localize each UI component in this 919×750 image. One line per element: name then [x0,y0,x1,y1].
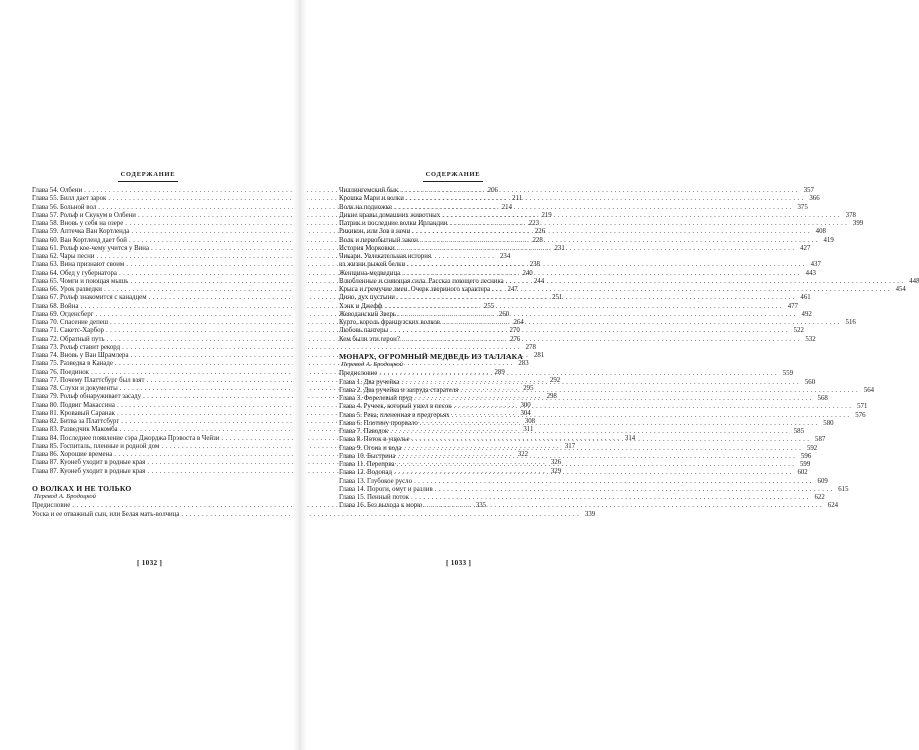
toc-entry-page: 335 [475,502,487,510]
dot-leader [414,395,812,403]
toc-entry-title: Глава 63. Вина признают своим [32,261,125,269]
toc-entry-page: 260 [498,310,510,318]
dot-leader [420,237,818,245]
dot-leader [435,486,833,494]
toc-entry[interactable] [339,211,856,220]
toc-entry[interactable] [339,319,856,327]
toc-entry-page: 609 [817,477,828,485]
toc-entry-title: Глава 62. Чары песни [32,253,95,260]
toc-entry-page: 278 [525,343,536,351]
toc-entry-page: 255 [483,302,495,310]
toc-entry-page: 314 [624,434,636,442]
toc-entry-page: 339 [584,510,596,518]
dot-leader [394,469,792,477]
toc-entry[interactable] [339,335,816,344]
toc-entry-page: 585 [793,428,805,435]
toc-entry-page: 276 [510,335,521,343]
toc-entry-page: 492 [801,310,812,318]
toc-entry-title: Глава 56. Больной вол [32,203,97,211]
toc-entry-title: Глава 6. Плотину прорвало [339,419,418,427]
toc-entry-page: 461 [800,294,811,302]
section-title: МОНАРХ, ОГРОМНЫЙ МЕДВЕДЬ ИЗ ТАЛЛАКА [339,351,524,361]
toc-entry-title: Глава 80. Подвиг Макассина [32,401,115,409]
toc-entry[interactable] [339,428,805,436]
toc-entry-title: Глава 5. Река, плененная в предгорьях [339,411,450,419]
toc-entry[interactable] [339,195,820,203]
dot-leader [412,436,810,444]
toc-entry-page: 419 [823,236,834,244]
toc-entry-title: Дино, дух пустыни [339,294,395,302]
toc-entry[interactable] [339,370,794,378]
toc-entry-title: Глава 87. Куонеб уходит в родные края [32,467,146,475]
toc-entry-page: 366 [809,195,820,203]
toc-entry-page: 357 [803,187,814,194]
toc-entry-title: Рикикон, или Зов в ночи [339,228,411,236]
toc-entry-title: Глава 11. Перепрва [339,461,395,468]
toc-entry-title: Глава 8. Поток в ущелье [339,436,410,444]
toc-entry-page: 615 [838,485,849,493]
toc-entry [339,261,821,269]
toc-entry[interactable] [339,294,811,302]
toc-entry-page: 311 [523,426,534,434]
toc-entry-title: Влюбленные и сияющая сила. Рассказ поющего лесника [339,277,504,285]
header-text: СОДЕРЖАНИЕ [425,171,481,178]
toc-entry-page: 322 [517,451,529,458]
toc-entry-title: Глава 85. Госпиталь, пленные и родной дом [32,442,160,450]
toc-entry-title: Глава 71. Сакетс-Харбор [32,327,104,335]
toc-entry-page: 226 [534,228,546,236]
toc-entry-title: Волк и первобытный закон [339,236,418,244]
toc-entry-title: Глава 73. Рольф ставит рекорд [32,343,121,351]
toc-entry-page: 560 [804,378,816,386]
dot-leader [452,409,850,420]
header-rule [423,181,483,182]
toc-entry-title: Глава 58. Вновь у себя на озере [32,220,124,227]
toc-entry-title: Крошка Мари и волки [339,195,404,203]
toc-entry-title: Предисловие [32,502,71,510]
toc-entry[interactable] [339,409,866,420]
toc-entry-page: 317 [564,442,576,450]
toc-entry-title: Глава 7. Паводок [339,428,389,435]
toc-entry-title: Дикие нравы домашних животных [339,211,441,219]
toc-entry-title: Глава 68. Война [32,302,79,310]
toc-entry-page: 375 [797,203,808,211]
dot-leader [492,286,890,294]
dot-leader [390,428,788,436]
toc-entry-title: Глава 75. Разведка в Канаде [32,360,113,368]
dot-leader [460,387,858,395]
toc-entry-title: Глава 55. Билл дает зарок [32,195,107,203]
toc-entry-page: 564 [863,386,875,394]
toc-entry-page: 599 [800,461,811,468]
toc-entry-page: 437 [810,261,821,269]
toc-entry[interactable] [339,203,808,212]
toc-entry[interactable] [339,244,811,253]
toc-entry[interactable] [339,310,812,319]
toc-entry-page: 244 [533,277,545,285]
toc-entry-title: Глава 60. Ван Кортленд дает бой [32,236,127,244]
toc-entry-page: 559 [782,370,794,378]
toc-entry-page: 223 [528,220,540,227]
toc-entry-title: Глава 59. Аптечка Ван Кортленда [32,228,130,236]
toc-entry-page: 295 [523,385,534,392]
toc-entry[interactable] [32,343,536,352]
toc-entry-title: Волк на подножке [339,203,392,211]
toc-entry-page: 477 [787,302,798,310]
header-text: СОДЕРЖАНИЕ [120,171,176,178]
toc-entry-title: Чиллингемский бык [339,187,399,194]
toc-entry[interactable] [339,277,919,286]
dot-leader [397,294,795,302]
toc-entry-page: 448 [909,277,919,285]
toc-entry-title: Глава 76. Поединок [32,368,89,376]
toc-entry-page: 516 [845,319,856,326]
toc-entry-title: Глава 61. Рольф кое-чему учится у Вина [32,244,149,252]
toc-entry-page: 326 [550,459,562,467]
toc-entry[interactable] [32,510,596,519]
toc-entry-page: 206 [487,187,498,194]
dot-leader [397,245,795,253]
dot-leader [412,228,810,236]
toc-entry[interactable] [339,419,834,428]
toc-entry-title: Хэнк и Джефф [339,302,383,310]
toc-entry[interactable] [339,302,798,311]
toc-entry[interactable] [339,220,864,228]
toc-entry-title: Глава 15. Пенный поток [339,494,409,501]
toc-entry-title: Глава 12. Водопад [339,469,392,477]
toc-entry-title: Уоска и ее отважный сын, или Белая мать-волчица [32,510,180,518]
dot-leader [414,478,812,486]
toc-entry-page: 289 [494,368,505,376]
toc-entry-title: Курто, король французских волков [339,319,441,326]
toc-entry-title: Глава 57. Рольф и Скукум в Олбени [32,211,136,219]
dot-leader [454,403,852,411]
toc-entry-page: 240 [522,269,533,277]
toc-entry-page: 298 [546,393,557,401]
toc-entry-page: 238 [529,261,540,269]
dot-leader [442,212,840,220]
toc-entry-page: 587 [815,436,826,444]
toc-entry-title: Глава 64. Обед у губернатора [32,269,117,277]
toc-entry-title: Глава 72. Обратный путь [32,335,105,343]
toc-entry-title: Глава 66. Урок разведки [32,286,102,293]
toc-entry[interactable] [339,376,816,387]
page-header [335,171,571,182]
toc-entry-title: Глава 9. Огонь и вода [339,444,402,452]
toc-entry[interactable] [339,485,849,494]
toc-entry-title: Глава 83. Разведчик Макомба [32,426,118,434]
toc-entry-page: 300 [520,401,531,409]
toc-entry-page: 624 [827,502,839,510]
toc-entry-page: 270 [509,327,520,335]
translator-credit: Перевод А. Бродоцкой [34,492,96,500]
toc-entry[interactable] [339,477,828,486]
toc-entry[interactable] [339,452,812,461]
toc-entry-page: 234 [500,253,511,260]
page-number: [ 1032 ] [137,559,163,567]
dot-leader [506,278,904,286]
toc-entry-page: 231 [554,244,565,252]
dot-leader [384,303,782,311]
toc-entry-title: Глава 77. Почему Платтсбург был взят [32,376,145,384]
toc-entry-page: 571 [857,403,868,411]
dot-leader [390,327,788,335]
toc-entry-page: 602 [797,469,808,477]
toc-entry[interactable] [339,228,826,236]
toc-entry-page: 522 [793,327,804,335]
translator-credit: Перевод А. Бродоцкой [341,360,403,368]
section-title: О ВОЛКАХ И НЕ ТОЛЬКО [32,483,132,493]
toc-entry-title-line1: Чикари. Увлекательная история [339,253,432,260]
toc-entry[interactable] [339,269,816,278]
toc-entry-page: 399 [852,220,864,227]
toc-entry-title: Глава 1. Два ручейка [339,378,400,386]
toc-entry-multiline[interactable] [339,253,821,270]
toc-entry[interactable] [339,461,811,469]
toc-entry-page: 329 [550,467,562,475]
toc-entry[interactable] [339,386,875,395]
toc-entry-title: Глава 84. Последнее появление сэра Джорджа Прэвоста в Чейзи [32,434,220,442]
page-header [30,171,266,182]
toc-entry-title: Патрик и последние волки Ирландии [339,220,448,227]
toc-entry-title: Глава 70. Спасение депеш [32,319,109,326]
toc-entry-title: Глава 81. Кровавый Саранак [32,409,115,417]
toc-entry-title: из жизни рыжей белки [339,261,406,269]
toc-entry-page: 454 [895,286,906,293]
toc-entry-page: 292 [549,376,561,384]
dot-leader [449,220,847,228]
dot-leader [379,370,777,378]
dot-leader [397,461,795,469]
toc-entry-title: Глава 3. Форелевый пруд [339,395,413,402]
toc-entry-title: Глава 82. Битва за Платтсбург [32,418,120,425]
toc-entry-page: 228 [532,236,543,244]
toc-entry-page: 283 [518,360,529,368]
toc-entry[interactable] [339,327,804,335]
toc-entry[interactable] [339,494,825,502]
toc-entry-title: Глава 65. Чомги и поющая мышь [32,277,129,285]
toc-entry-title: Глава 10. Быстрина [339,452,396,460]
dot-leader [403,442,801,453]
toc-entry-page: 596 [800,452,812,460]
toc-entry-title: Жеводанский Зверь [339,310,397,318]
dot-leader [394,204,792,212]
toc-entry-title: Глава 74. Вновь у Ван Шрамлера [32,352,129,359]
toc-entry-page: 622 [814,494,825,501]
toc-entry[interactable] [339,187,814,195]
toc-entry-title: Глава 13. Глубокое русло [339,477,413,485]
toc-entry-page: 281 [533,352,545,359]
toc-entry-page: 427 [800,244,811,252]
toc-entry-page: 408 [815,228,826,236]
toc-entry-title: Кем были эти герои? [339,335,400,343]
toc-entry-title: Глава 16. Без выхода к морю [339,502,423,510]
toc-entry-page: 264 [513,319,524,326]
dot-leader [402,336,800,344]
page-number: [ 1033 ] [446,559,472,567]
dot-leader [398,311,796,319]
toc-entry[interactable] [339,236,834,245]
dot-leader [424,502,822,510]
toc-entry-page: 378 [845,211,856,219]
toc-entry-page: 219 [541,211,552,219]
toc-entry[interactable] [339,469,808,477]
toc-entry-title: Глава 2. Два ручейка и запруда старателя [339,386,459,394]
toc-entry-title: Глава 69. Огденсберг [32,310,94,318]
toc-entry-title: Любовь пантеры [339,327,389,335]
toc-entry[interactable] [339,395,828,403]
toc-entry-page: 251 [552,294,563,302]
dot-leader [420,420,818,428]
header-rule [118,181,178,182]
dot-leader [411,494,809,502]
toc-entry-page: 214 [501,203,513,211]
toc-entry[interactable] [339,442,818,453]
toc-entry-page: 308 [524,418,536,425]
toc-entry[interactable] [339,286,906,294]
dot-leader [442,319,840,327]
toc-entry-title: Глава 79. Рольф обнаруживает засаду [32,393,142,401]
toc-entry-page: 568 [817,395,828,402]
dot-leader [402,270,800,278]
toc-entry-page: 532 [805,335,816,343]
toc-entry-page: 211 [512,195,523,203]
dot-leader [407,261,805,269]
toc-entry-title: История Морковки [339,244,395,252]
toc-entry-page: 304 [520,409,531,417]
toc-entry-title: Глава 14. Пороги, омут и разлив [339,485,433,493]
toc-entry[interactable] [339,403,868,411]
toc-entry[interactable] [339,502,839,510]
dot-leader [406,195,804,203]
toc-entry-title: Предисловие [339,370,378,378]
toc-entry-title: Глава 67. Рольф знакомится с канадцем [32,294,147,302]
dot-leader [397,453,795,461]
toc-entry-page: 443 [805,269,816,277]
toc-entry-title: Крыса и гремучие змеи. Очерк звериного характера [339,286,491,293]
toc-entry-title: Глава 86. Хорошие времена [32,451,113,458]
toc-entry-title: Глава 4. Ручеек, который ушел в песок [339,403,452,411]
toc-entry-title: Глава 78. Слухи и документы [32,385,118,392]
toc-entry-page: 580 [823,419,834,427]
toc-entry-page: 576 [855,411,866,419]
toc-entry-page: 592 [806,444,818,452]
dot-leader [401,376,799,387]
toc-entry-page: 247 [507,286,518,293]
dot-leader [400,187,798,195]
toc-entry-title: Глава 54. Олбени [32,187,83,194]
toc-entry-title: Женщина-медведица [339,269,401,277]
toc-entry-title: Глава 87. Куонеб уходит в родные края [32,459,146,467]
